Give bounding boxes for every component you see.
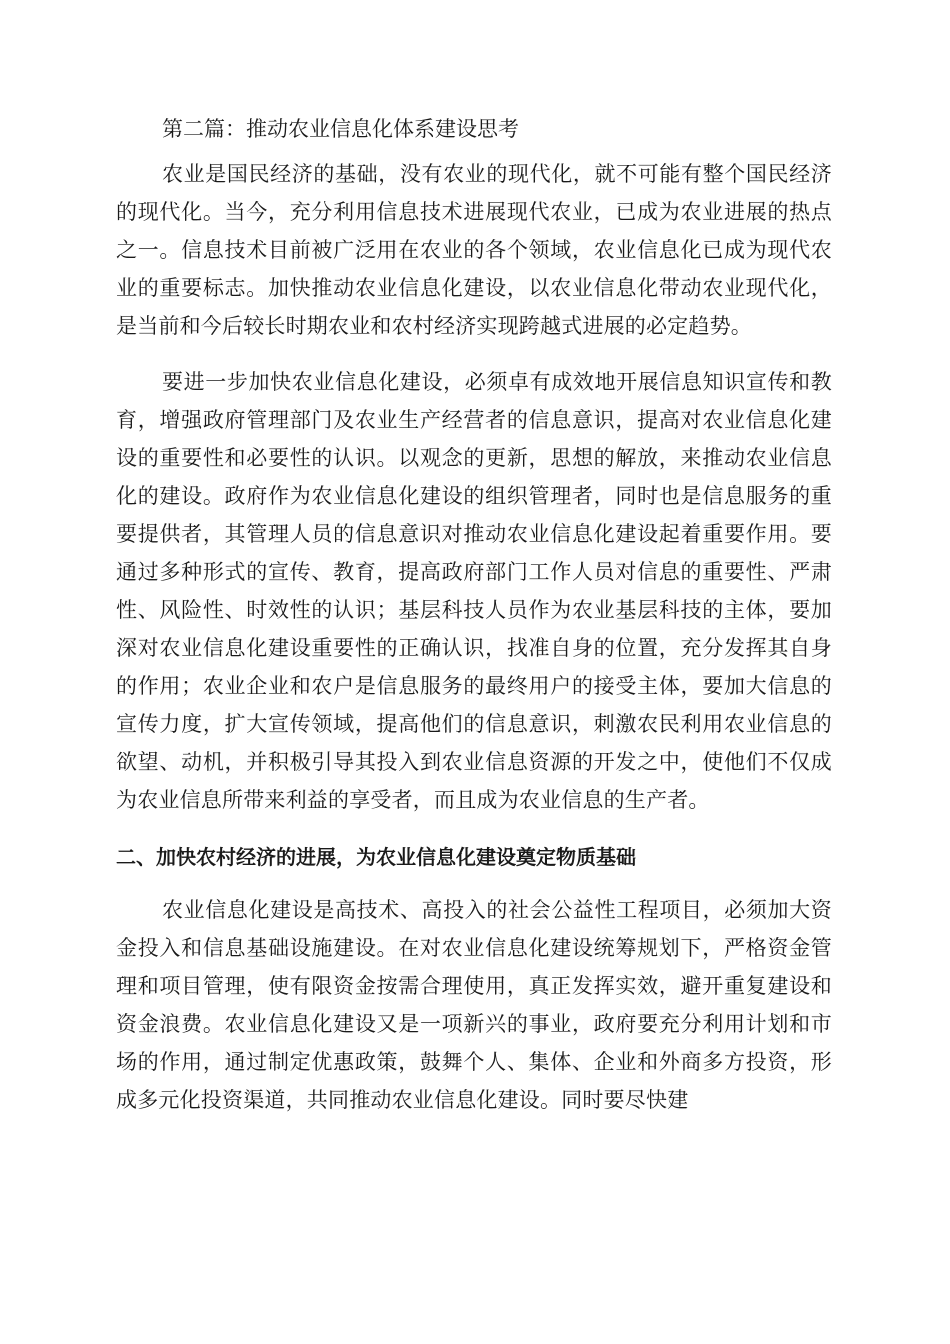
paragraph-awareness: 要进一步加快农业信息化建设，必须卓有成效地开展信息知识宣传和教育，增强政府管理部门及农业生产经营者的信息意识，提高对农业信息化建设的重要性和必要性的认识。以观念的更新，思想的解放，来推动农业信息化的建设。政府作为农业信息化建设的组织管理者，同时也是信息服务的重要提供者，其管理人员的信息意识对推动农业信息化建设起着重要作用。要通过多种形式的宣传、教育，提高政府部门工作人员对信息的重要性、严肃性、风险性、时效性的认识；基层科技人员作为农业基层科技的主体，要加深对农业信息化建设重要性的正确认识，找准自身的位置，充分发挥其自身的作用；农业企业和农户是信息服务的最终用户的接受主体，要加大信息的宣传力度，扩大宣传领域，提高他们的信息意识，刺激农民利用农业信息的欲望、动机，并积极引导其投入到农业信息资源的开发之中，使他们不仅成为农业信息所带来利益的享受者，而且成为农业信息的生产者。 bbox=[116, 370, 832, 812]
paragraph-investment: 农业信息化建设是高技术、高投入的社会公益性工程项目，必须加大资金投入和信息基础设施建设。在对农业信息化建设统筹规划下，严格资金管理和项目管理，使有限资金按需合理使用，真正发挥实效，避开重复建设和资金浪费。农业信息化建设又是一项新兴的事业，政府要充分利用计划和市场的作用，通过制定优惠政策，鼓舞个人、集体、企业和外商多方投资，形成多元化投资渠道，共同推动农业信息化建设。同时要尽快建 bbox=[116, 898, 832, 1112]
paragraph-intro: 农业是国民经济的基础，没有农业的现代化，就不可能有整个国民经济的现代化。当今，充分利用信息技术进展现代农业，已成为农业进展的热点之一。信息技术目前被广泛用在农业的各个领域，农业信息化已成为现代农业的重要标志。加快推动农业信息化建设，以农业信息化带动农业现代化，是当前和今后较长时期农业和农村经济实现跨越式进展的必定趋势。 bbox=[116, 162, 832, 338]
document-page bbox=[116, 108, 832, 1137]
section-heading: 二、加快农村经济的进展，为农业信息化建设奠定物质基础 bbox=[116, 845, 636, 869]
document-title: 第二篇：推动农业信息化体系建设思考 bbox=[162, 117, 519, 141]
